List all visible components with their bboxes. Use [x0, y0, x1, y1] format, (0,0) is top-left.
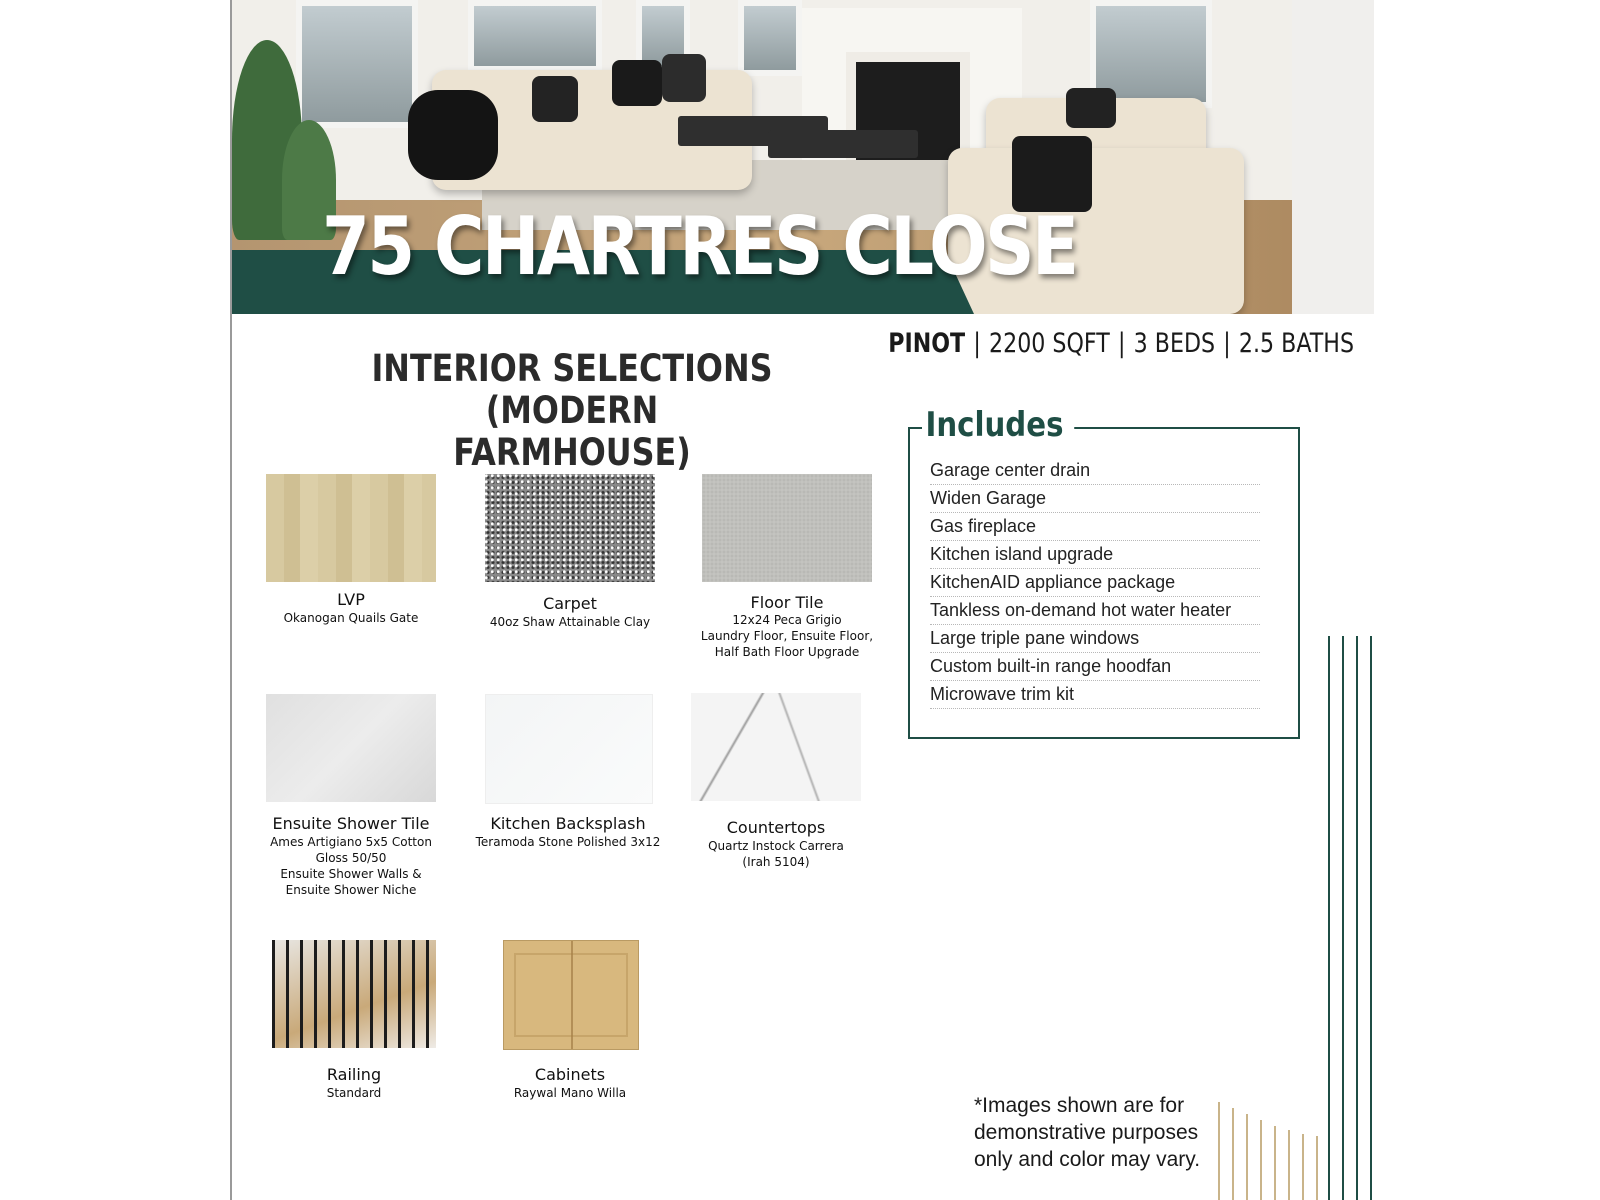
list-item: Custom built-in range hoodfan	[930, 653, 1260, 681]
tile-name: Countertops	[726, 818, 826, 837]
tile-name: LVP	[337, 590, 365, 609]
tile-desc: Quartz Instock Carrera (Irah 5104)	[708, 839, 844, 869]
cabinet-swatch	[503, 940, 639, 1050]
tile-desc: 12x24 Peca Grigio Laundry Floor, Ensuite Floor, Half Bath Floor Upgrade	[700, 613, 874, 659]
decorative-gold-line	[1218, 1102, 1220, 1200]
list-item: Microwave trim kit	[930, 681, 1260, 709]
decorative-gold-line	[1316, 1136, 1318, 1200]
railing-swatch	[272, 940, 436, 1048]
backsplash-swatch	[485, 694, 653, 804]
decorative-line	[1342, 636, 1344, 1200]
tile-name: Railing	[326, 1065, 382, 1084]
selection-tile-railing	[272, 940, 436, 1100]
selection-tile-kitchen-backsplash	[475, 694, 661, 854]
list-item: Kitchen island upgrade	[930, 541, 1260, 569]
countertop-swatch	[691, 693, 861, 801]
list-item: Tankless on-demand hot water heater	[930, 597, 1260, 625]
decorative-gold-line	[1232, 1108, 1234, 1200]
spec-beds: 3 BEDS	[1133, 328, 1216, 359]
hero-living-room-photo	[232, 0, 1374, 314]
shower-tile-swatch	[266, 694, 436, 802]
carpet-swatch	[485, 474, 655, 582]
tile-desc: Standard	[326, 1086, 382, 1100]
spec-sqft: 2200 SQFT	[989, 328, 1110, 359]
decorative-line	[1370, 636, 1372, 1200]
brochure-page	[230, 0, 1374, 1200]
decorative-gold-line	[1302, 1134, 1304, 1200]
includes-list	[930, 457, 1260, 709]
decorative-gold-line	[1274, 1126, 1276, 1200]
spec-separator: |	[973, 328, 981, 359]
tile-desc: Teramoda Stone Polished 3x12	[475, 835, 661, 849]
decorative-gold-line	[1260, 1120, 1262, 1200]
model-name: PINOT	[888, 328, 966, 359]
selection-tile-ensuite-shower	[266, 694, 436, 897]
page-title: 75 CHARTRES CLOSE	[322, 200, 1077, 293]
tile-desc: Okanogan Quails Gate	[283, 611, 419, 625]
tile-desc: Raywal Mano Willa	[513, 1086, 627, 1100]
tile-name: Ensuite Shower Tile	[272, 814, 430, 833]
heading-line-2: (MODERN FARMHOUSE)	[453, 389, 691, 474]
list-item: Garage center drain	[930, 457, 1260, 485]
selection-tile-cabinets	[503, 940, 637, 1100]
tile-name: Cabinets	[534, 1065, 606, 1084]
list-item: KitchenAID appliance package	[930, 569, 1260, 597]
selection-tile-countertops	[691, 693, 861, 873]
list-item: Large triple pane windows	[930, 625, 1260, 653]
list-item: Widen Garage	[930, 485, 1260, 513]
decorative-line	[1356, 636, 1358, 1200]
home-specs	[888, 328, 1354, 359]
tile-desc: 40oz Shaw Attainable Clay	[489, 615, 651, 629]
tile-desc: Ames Artigiano 5x5 Cotton Gloss 50/50 Ensuite Shower Walls & Ensuite Shower Niche	[270, 835, 432, 897]
tile-name: Floor Tile	[750, 593, 824, 612]
includes-box	[908, 405, 1300, 739]
selection-tile-carpet	[485, 474, 655, 634]
decorative-gold-line	[1288, 1130, 1290, 1200]
decorative-line	[1328, 636, 1330, 1200]
spec-separator: |	[1117, 328, 1126, 359]
tile-name: Carpet	[543, 594, 597, 613]
spec-separator: |	[1223, 328, 1231, 359]
floor-tile-swatch	[702, 474, 872, 582]
includes-title: Includes	[922, 405, 1074, 445]
tile-name: Kitchen Backsplash	[490, 814, 646, 833]
selection-tile-floor-tile	[702, 474, 872, 664]
lvp-swatch	[266, 474, 436, 582]
interior-selections-heading	[366, 348, 779, 474]
selection-tile-lvp	[266, 474, 436, 634]
decorative-gold-line	[1246, 1114, 1248, 1200]
disclaimer: *Images shown are for demonstrative purposes only and color may vary.	[974, 1094, 1201, 1171]
spec-baths: 2.5 BATHS	[1238, 328, 1354, 359]
heading-line-1: INTERIOR SELECTIONS	[371, 347, 773, 390]
list-item: Gas fireplace	[930, 513, 1260, 541]
